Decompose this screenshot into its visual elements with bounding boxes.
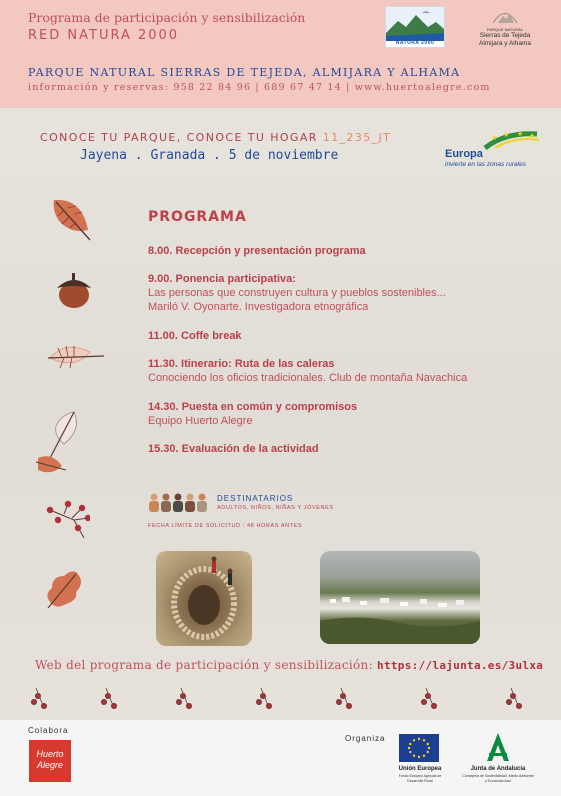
europa-subtitle: invierte en las zonas rurales [445,161,526,168]
junta-andalucia-icon [483,731,513,763]
program-item [148,329,242,343]
program-title: Programa de participación y sensibilización [28,10,306,25]
acorn-icon [54,270,94,310]
program-item [148,357,467,385]
event-headline [40,131,391,144]
park-logo-small: PARQUE NATURAL [486,27,524,32]
junta-title: Junta de Andalucía [470,766,526,772]
svg-text:★: ★ [517,131,524,138]
eu-title: Unión Europea [398,766,442,772]
huerto-alegre-logo: Huerto Alegre [29,740,71,782]
program-item-title: 14.30. Puesta en común y compromisos [148,401,358,413]
program-item-title: 15.30. Evaluación de la actividad [148,443,319,455]
two-leaves-icon [34,410,84,478]
eu-stars-icon [399,734,439,762]
program-item [148,442,319,456]
audience-title: DESTINATARIOS [217,494,294,503]
park-name: PARQUE NATURAL SIERRAS DE TEJEDA, ALMIJARA Y ALHAMA [28,66,461,79]
village-image [320,551,480,644]
people-group-icon [148,492,210,512]
program-item-title: 11.30. Itinerario: Ruta de las caleras [148,358,335,370]
event-location-date: Jayena . Granada . 5 de noviembre [80,148,339,163]
footer-band [0,720,561,796]
web-line [35,658,543,672]
program-item [148,400,357,428]
event-code: 11_235_JT [322,131,392,144]
svg-text:★: ★ [529,133,536,140]
svg-text:★: ★ [491,135,498,142]
organiza-label: Organiza [345,734,386,743]
colabora-label: Colabora [28,726,69,735]
program-item-title: 9.00. Ponencia participativa: [148,273,296,285]
program-item-title: 8.00. Recepción y presentación programa [148,245,366,257]
star-arc-icon [445,130,545,150]
program-heading: PROGRAMA [148,209,247,225]
program-item-title: 11.00. Coffe break [148,330,242,342]
leaf-outline-icon [46,336,106,376]
mountain-icon [386,7,444,41]
natura-2000-logo [385,6,445,48]
berries-icon [44,500,90,540]
park-logo-line1: Sierras de Tejeda [479,32,531,39]
lime-kiln-photo [156,551,252,646]
network-title: RED NATURA 2000 [28,28,180,43]
program-item [148,272,446,314]
web-url-link[interactable]: https://lajunta.es/3ulxa [377,659,544,672]
natura-logo-text: NATURA 2000 [395,40,435,46]
event-headline-text: CONOCE TU PARQUE, CONOCE TU HOGAR [40,131,318,144]
audience-subtitle: ADULTOS, NIÑOS, NIÑAS Y JÓVENES [217,505,334,511]
village-photo [320,551,480,644]
deadline-text: FECHA LÍMITE DE SOLICITUD : 48 HORAS ANTES [148,523,303,529]
europa-word: Europa [445,148,483,160]
web-label: Web del programa de participación y sensibilización: [35,658,373,672]
info-line[interactable]: información y reservas: 958 22 84 96 | 689 67 47 14 | www.huertoalegre.com [28,82,491,93]
lime-kiln-image [156,551,252,646]
program-item-desc: Mariló V. Oyonarte. Investigadora etnográfica [148,301,369,313]
park-emblem-icon [492,8,518,24]
berry-border-icon [26,684,546,714]
eu-flag-icon [399,734,439,762]
junta-subtitle: Consejería de Sostenibilidad, Medio Ambiente y Economía Azul [462,774,534,783]
eu-subtitle: Fondo Europeo Agrícola de Desarrollo Rural [398,774,442,783]
europa-rural-logo [445,130,545,175]
svg-text:★: ★ [503,132,510,139]
program-item [148,244,366,258]
program-item-desc: Conociendo los oficios tradicionales. Club de montaña Navachica [148,372,468,384]
leaf-icon [48,196,94,244]
park-logo [470,8,540,48]
program-item-desc: Equipo Huerto Alegre [148,415,253,427]
oak-leaf-icon [42,568,86,612]
park-logo-line2: Almijara y Alhama [478,40,532,47]
program-item-desc: Las personas que construyen cultura y pueblos sostenibles... [148,287,446,299]
